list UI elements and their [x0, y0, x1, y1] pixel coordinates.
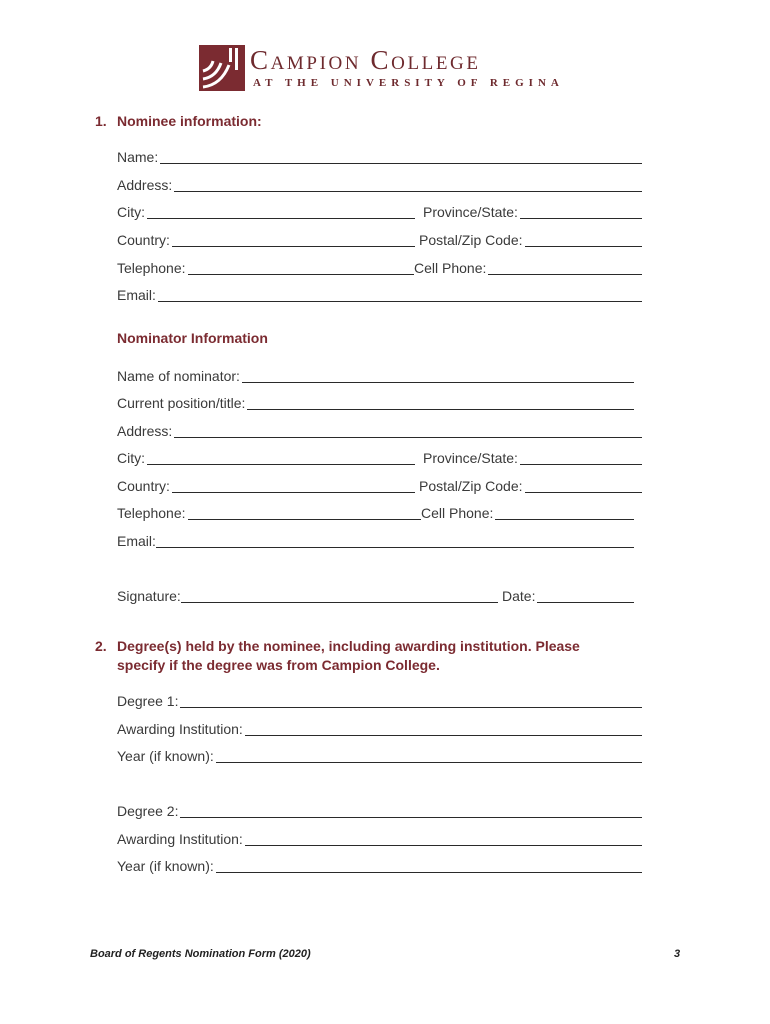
nominator-name-field[interactable] [117, 366, 634, 384]
section-2-title-line1: Degree(s) held by the nominee, including awarding institution. Please [117, 638, 580, 654]
nominee-postal-label: Postal/Zip Code: [419, 232, 523, 248]
section-1-heading [95, 113, 262, 129]
date-field[interactable] [502, 586, 634, 604]
nominee-city-field[interactable] [117, 202, 415, 220]
year-1-line[interactable] [216, 748, 642, 763]
nominator-address-field[interactable] [117, 421, 642, 439]
degree-2-label: Degree 2: [117, 803, 179, 819]
nominator-position-label: Current position/title: [117, 395, 246, 411]
institution-1-label: Awarding Institution: [117, 721, 243, 737]
nominator-name-line[interactable] [242, 368, 634, 383]
date-line[interactable] [537, 588, 634, 603]
nominee-country-line[interactable] [172, 232, 415, 247]
nominator-telephone-label: Telephone: [117, 505, 186, 521]
nominee-telephone-field[interactable] [117, 258, 414, 276]
nominator-postal-field[interactable] [419, 476, 642, 494]
nominator-cell-label: Cell Phone: [421, 505, 494, 521]
nominee-province-field[interactable] [423, 202, 642, 220]
degree-1-field[interactable] [117, 691, 642, 709]
section-2-number: 2. [95, 638, 107, 654]
nominee-postal-line[interactable] [525, 232, 643, 247]
nominee-address-label: Address: [117, 177, 173, 193]
degree-2-line[interactable] [180, 803, 642, 818]
nominator-country-line[interactable] [172, 478, 415, 493]
nominator-position-field[interactable] [117, 393, 634, 411]
nominator-province-label: Province/State: [423, 450, 518, 466]
degree-2-field[interactable] [117, 801, 642, 819]
nominator-cell-line[interactable] [495, 505, 634, 520]
nominee-address-field[interactable] [117, 175, 642, 193]
nominee-province-line[interactable] [520, 204, 642, 219]
nominator-cell-field[interactable] [421, 503, 634, 521]
institution-2-line[interactable] [245, 831, 642, 846]
degree-1-line[interactable] [180, 693, 642, 708]
nominee-name-field[interactable] [117, 147, 642, 165]
institution-1-field[interactable] [117, 719, 642, 737]
nominator-country-label: Country: [117, 478, 170, 494]
institution-2-label: Awarding Institution: [117, 831, 243, 847]
nominee-telephone-label: Telephone: [117, 260, 186, 276]
nominee-cell-label: Cell Phone: [414, 260, 487, 276]
nominee-telephone-line[interactable] [188, 260, 414, 275]
nominator-address-line[interactable] [174, 423, 642, 438]
institution-2-field[interactable] [117, 829, 642, 847]
nominee-cell-field[interactable] [414, 258, 642, 276]
nominator-heading: Nominator Information [117, 330, 268, 346]
nominator-email-line[interactable] [156, 533, 634, 548]
footer-page-number: 3 [674, 948, 681, 960]
nominee-country-label: Country: [117, 232, 170, 248]
nominator-position-line[interactable] [247, 395, 634, 410]
nominee-country-field[interactable] [117, 230, 415, 248]
institution-1-line[interactable] [245, 721, 642, 736]
signature-label: Signature: [117, 588, 181, 604]
campion-college-logo [199, 45, 579, 95]
nominator-country-field[interactable] [117, 476, 415, 494]
year-1-field[interactable] [117, 746, 642, 764]
section-1-number: 1. [95, 113, 107, 129]
degree-1-label: Degree 1: [117, 693, 179, 709]
nominee-name-label: Name: [117, 149, 159, 165]
nominee-address-line[interactable] [174, 177, 642, 192]
date-label: Date: [502, 588, 536, 604]
nominator-city-field[interactable] [117, 448, 415, 466]
nominee-province-label: Province/State: [423, 204, 518, 220]
year-2-label: Year (if known): [117, 858, 214, 874]
year-2-field[interactable] [117, 856, 642, 874]
nominator-city-label: City: [117, 450, 145, 466]
logo-title: Campion College [250, 45, 481, 75]
nominee-name-line[interactable] [160, 149, 642, 164]
nominator-postal-label: Postal/Zip Code: [419, 478, 523, 494]
nominator-email-label: Email: [117, 533, 156, 549]
nominee-city-label: City: [117, 204, 145, 220]
nominee-city-line[interactable] [147, 204, 415, 219]
year-1-label: Year (if known): [117, 748, 214, 764]
signature-line[interactable] [181, 588, 498, 603]
nominator-province-line[interactable] [520, 450, 642, 465]
nominee-cell-line[interactable] [488, 260, 642, 275]
year-2-line[interactable] [216, 858, 642, 873]
nominator-postal-line[interactable] [525, 478, 643, 493]
section-1-title: Nominee information: [117, 113, 262, 129]
nominator-city-line[interactable] [147, 450, 415, 465]
nominator-address-label: Address: [117, 423, 173, 439]
campion-logo-mark-icon [199, 45, 245, 91]
nominator-province-field[interactable] [423, 448, 642, 466]
footer-form-name: Board of Regents Nomination Form (2020) [90, 948, 311, 960]
signature-field[interactable] [117, 586, 498, 604]
nominee-email-line[interactable] [158, 287, 642, 302]
logo-subtitle: AT THE UNIVERSITY OF REGINA [253, 77, 564, 89]
nominator-name-label: Name of nominator: [117, 368, 240, 384]
nominee-postal-field[interactable] [419, 230, 642, 248]
section-2-title-line2: specify if the degree was from Campion College. [117, 657, 440, 673]
nominator-telephone-line[interactable] [188, 505, 421, 520]
nominator-telephone-field[interactable] [117, 503, 421, 521]
nominee-email-field[interactable] [117, 285, 642, 303]
section-2-heading [95, 637, 580, 675]
nominator-email-field[interactable] [117, 531, 634, 549]
nominee-email-label: Email: [117, 287, 156, 303]
